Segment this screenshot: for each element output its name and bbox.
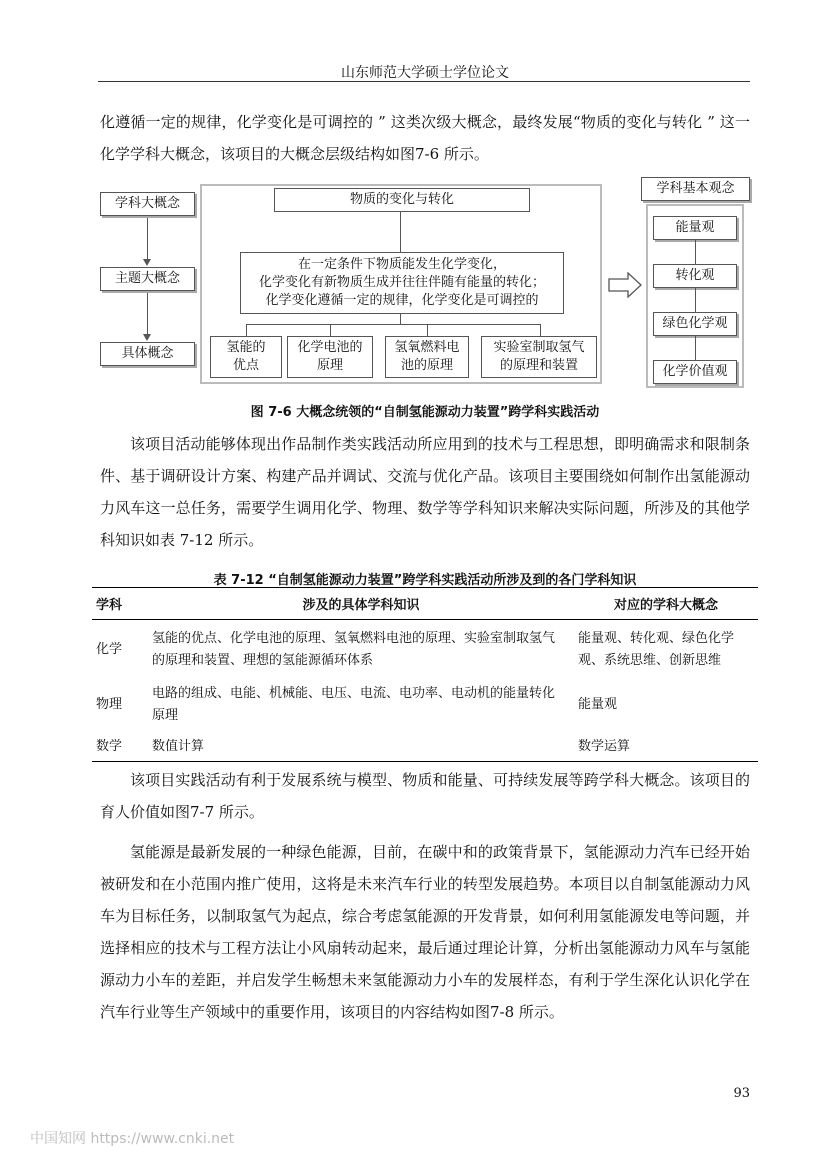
table-cell-big-concept: 能量观、转化观、绿色化学观、系统思维、创新思维 (578, 631, 735, 668)
paragraph-hydrogen (100, 836, 750, 1028)
paragraph-cross-discipline (100, 764, 750, 828)
view-box-chemistry-value: 化学价值观 (653, 360, 737, 384)
paragraph-hydrogen-text: 氢能源是最新发展的一种绿色能源，目前，在碳中和的政策背景下，氢能源动力汽车已经开始被研发和在小范围内推广使用，这将是未来汽车行业的转型发展趋势。本项目以自制氢能源动力风车为目标任务，以制取氢气为起点，综合考虑氢能源的开发背景，如何利用氢能源发电等问题，并选择相应的技术与工程方法让小风扇转动起来，最后通过理论计算，分析出氢能源动力风车与氢能源动力小车的差距，并启发学生畅想未来氢能源动力小车的发展样态，有利于学生深化认识化学在汽车行业等生产领域中的重要作用，该项目的内容结构如图7-8 所示。 (100, 843, 750, 1021)
specific-concept-box-3 (385, 336, 469, 378)
table-caption: 表 7-12 “自制氢能源动力装置”跨学科实践活动所涉及到的各门学科知识 (213, 573, 637, 588)
paragraph-activity (100, 428, 750, 556)
specific-concept-4-line-1: 实验室制取氢气 (493, 340, 585, 355)
specific-concept-3-line-1: 氢氧燃料电 (394, 340, 460, 355)
specific-concept-2-line-1: 化学电池的 (297, 340, 363, 355)
table-cell-knowledge: 数值计算 (152, 739, 205, 754)
header-rule (98, 81, 750, 82)
specific-concept-1-line-2: 优点 (232, 358, 259, 373)
table-row (92, 620, 758, 676)
hollow-arrow-right-icon (608, 272, 642, 298)
table-row (92, 675, 758, 730)
connector-top (400, 212, 401, 252)
table-cell-subject: 物理 (96, 697, 123, 712)
connector-drop-4 (540, 324, 541, 336)
view-box-transformation: 转化观 (653, 264, 737, 288)
theme-concept-line-3: 化学变化遵循一定的规律，化学变化是可调控的 (265, 293, 539, 308)
theme-concept-box (240, 252, 564, 314)
table-header-subject: 学科 (92, 588, 148, 620)
specific-concept-box-2 (287, 336, 373, 378)
paragraph-activity-text: 该项目活动能够体现出作品制作类实践活动所应用到的技术与工程思想，即明确需求和限制条件、基于调研设计方案、构建产品并调试、交流与优化产品。该项目主要围绕如何制作出氢能源动力风车这一总任务，需要学生调用化学、物理、数学等学科知识来解决实际问题，所涉及的其他学科知识如表 7-12 所示。 (100, 435, 750, 549)
level-box-discipline: 学科大概念 (100, 192, 195, 216)
right-title-box: 学科基本观念 (641, 177, 750, 201)
theme-concept-line-1: 在一定条件下物质能发生化学变化， (297, 257, 506, 272)
arrow-down-icon (143, 259, 151, 266)
table-cell-knowledge: 电路的组成、电能、机械能、电压、电流、电功率、电动机的能量转化原理 (152, 686, 556, 723)
view-box-energy: 能量观 (653, 216, 737, 240)
table-cell-big-concept: 数学运算 (578, 739, 631, 754)
table-cell-subject: 化学 (96, 642, 123, 657)
paragraph-cross-discipline-text: 该项目实践活动有利于发展系统与模型、物质和能量、可持续发展等跨学科大概念。该项目的育人价值如图7-7 所示。 (100, 771, 750, 821)
specific-concept-box-4 (481, 336, 597, 378)
table-cell-big-concept: 能量观 (578, 697, 618, 712)
specific-concept-1-line-1: 氢能的 (226, 340, 266, 355)
view-connector-1 (695, 240, 696, 264)
table-header-big-concept: 对应的学科大概念 (574, 588, 758, 620)
table-cell-subject: 数学 (96, 739, 123, 754)
paragraph-intro (100, 106, 750, 170)
paragraph-intro-text: 化遵循一定的规律，化学变化是可调控的 ” 这类次级大概念，最终发展“物质的变化与转化 ” 这一化学学科大概念，该项目的大概念层级结构如图7-6 所示。 (100, 113, 750, 163)
table-header-row (92, 588, 758, 620)
figure-caption: 图 7-6 大概念统领的“自制氢能源动力装置”跨学科实践活动 (250, 405, 600, 420)
view-connector-2 (695, 288, 696, 312)
view-connector-3 (695, 336, 696, 360)
page-number: 93 (733, 1086, 750, 1101)
table-header-knowledge: 涉及的具体学科知识 (148, 588, 574, 620)
theme-concept-line-2: 化学变化有新物质生成并往往伴随有能量的转化； (258, 275, 545, 290)
specific-concept-4-line-2: 的原理和装置 (499, 358, 578, 373)
top-concept-box: 物质的变化与转化 (274, 188, 530, 212)
connector-drop-3 (427, 324, 428, 336)
specific-concept-3-line-2: 池的原理 (400, 358, 453, 373)
arrow-line-2 (147, 293, 148, 337)
level-box-theme: 主题大概念 (100, 267, 195, 291)
arrow-line-1 (147, 218, 148, 262)
level-box-specific: 具体概念 (100, 342, 195, 366)
connector-mid (400, 314, 401, 324)
running-header: 山东师范大学硕士学位论文 (341, 65, 509, 81)
arrow-down-icon (143, 334, 151, 341)
table-row (92, 730, 758, 761)
cnki-watermark: 中国知网 https://www.cnki.net (30, 1131, 235, 1147)
connector-drop-2 (330, 324, 331, 336)
connector-drop-1 (246, 324, 247, 336)
view-box-green-chemistry: 绿色化学观 (653, 312, 737, 336)
table-cell-knowledge: 氢能的优点、化学电池的原理、氢氧燃料电池的原理、实验室制取氢气的原理和装置、理想的氢能源循环体系 (152, 631, 556, 668)
specific-concept-box-1 (210, 336, 282, 378)
specific-concept-2-line-2: 原理 (316, 358, 343, 373)
connector-horizontal (246, 324, 540, 325)
knowledge-table (92, 587, 758, 762)
